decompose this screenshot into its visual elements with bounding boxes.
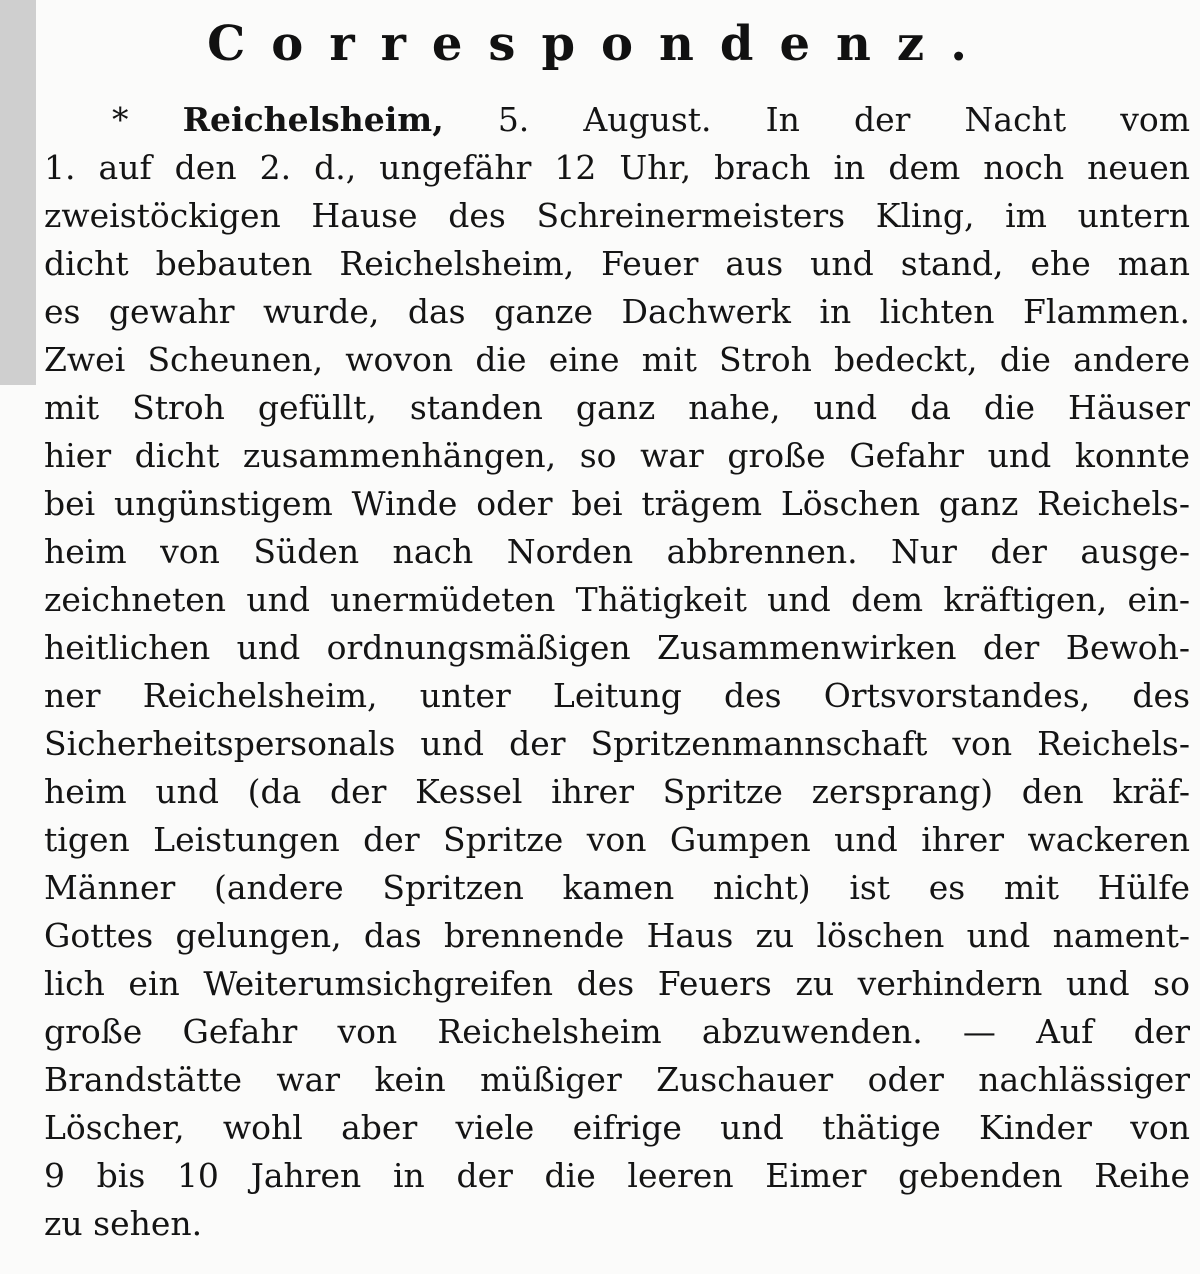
article-line: es gewahr wurde, das ganze Dachwerk in lichten Flammen. — [44, 292, 1190, 331]
article-line: Löscher, wohl aber viele eifrige und thätige Kinder von — [44, 1108, 1190, 1147]
article-line: hier dicht zusammenhängen, so war große Gefahr und konnte — [44, 436, 1190, 475]
dateline-mark: * — [112, 100, 129, 139]
article-line: dicht bebauten Reichelsheim, Feuer aus und stand, ehe man — [44, 244, 1190, 283]
article-body — [44, 96, 1190, 1248]
article-first-line — [44, 96, 1190, 144]
article-last-line: zu sehen. — [44, 1204, 203, 1243]
article-line: 9 bis 10 Jahren in der die leeren Eimer gebenden Reihe — [44, 1156, 1190, 1195]
dateline-place: Reichelsheim, — [182, 100, 444, 139]
article-line: zeichneten und unermüdeten Thätigkeit und dem kräftigen, ein- — [44, 580, 1190, 619]
article-line: Männer (andere Spritzen kamen nicht) ist es mit Hülfe — [44, 868, 1190, 907]
article-line: lich ein Weiterumsichgreifen des Feuers zu verhindern und so — [44, 964, 1190, 1003]
article-line: Gottes gelungen, das brennende Haus zu löschen und nament- — [44, 916, 1190, 955]
article-line: heim von Süden nach Norden abbrennen. Nur der ausge- — [44, 532, 1190, 571]
article-line: zweistöckigen Hause des Schreinermeisters Kling, im untern — [44, 196, 1190, 235]
article-line: tigen Leistungen der Spritze von Gumpen und ihrer wackeren — [44, 820, 1190, 859]
section-heading: Correspondenz. — [207, 16, 993, 72]
article-line: ner Reichelsheim, unter Leitung des Ortsvorstandes, des — [44, 676, 1190, 715]
article-line: 1. auf den 2. d., ungefähr 12 Uhr, brach in dem noch neuen — [44, 148, 1190, 187]
article-line: bei ungünstigem Winde oder bei trägem Löschen ganz Reichels- — [44, 484, 1190, 523]
first-line-rest: 5. August. In der Nacht vom — [497, 100, 1190, 139]
article-line: große Gefahr von Reichelsheim abzuwenden. — Auf der — [44, 1012, 1190, 1051]
article-line: Sicherheitspersonals und der Spritzenmannschaft von Reichels- — [44, 724, 1190, 763]
article-line: heitlichen und ordnungsmäßigen Zusammenwirken der Bewoh- — [44, 628, 1190, 667]
article-line: Brandstätte war kein müßiger Zuschauer oder nachlässiger — [44, 1060, 1190, 1099]
article-line: mit Stroh gefüllt, standen ganz nahe, und da die Häuser — [44, 388, 1190, 427]
article-line: heim und (da der Kessel ihrer Spritze zersprang) den kräf- — [44, 772, 1190, 811]
article-line: Zwei Scheunen, wovon die eine mit Stroh bedeckt, die andere — [44, 340, 1190, 379]
